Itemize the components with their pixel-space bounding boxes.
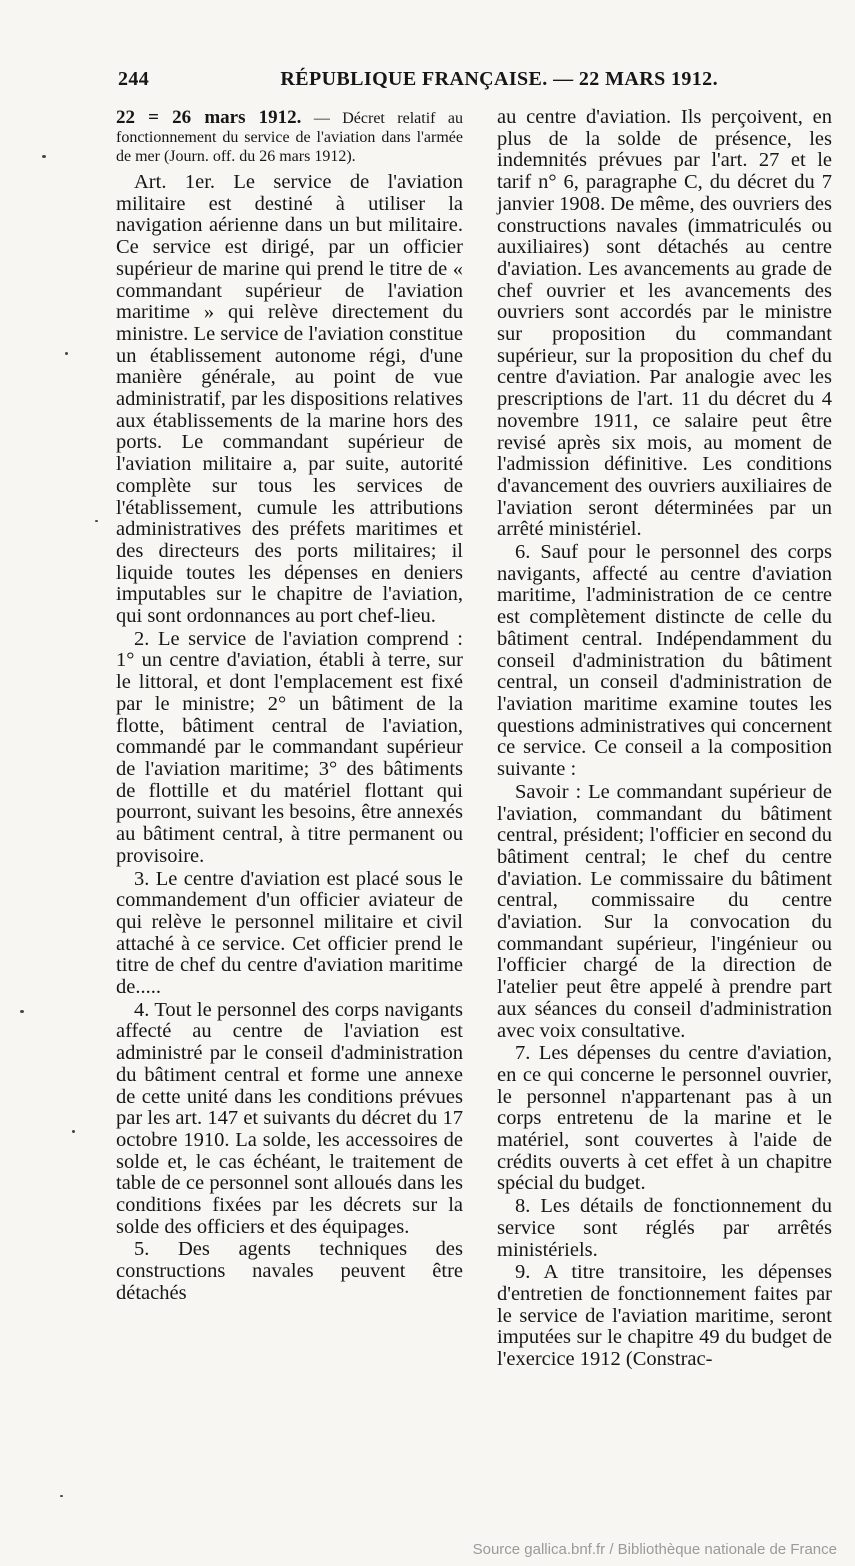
scan-speck (65, 352, 68, 355)
page-header (118, 68, 718, 91)
decree-date: 22 = 26 mars 1912. (116, 107, 302, 128)
decree-title: — Décret relatif au fonctionnement du service de l'aviation dans l'armée de mer (Journ. off. du 26 mars 1912). (116, 110, 463, 165)
article-6-composition: Savoir : Le commandant supérieur de l'aviation, commandant du bâtiment central, président; l'officier en second du bâtiment central; le chef du centre d'aviation. Le commissaire du bâtiment central, commissaire du centre d'aviation. Sur la convocation du commandant supérieur, l'ingénieur ou l'officier chargé de la direction de l'atelier peut être appelé à prendre part aux séances du conseil d'administration avec voix consultative. (497, 780, 832, 1042)
article-4: 4. Tout le personnel des corps navigants affecté au centre de l'aviation est administré par le conseil d'administration du bâtiment central et forme une annexe de cette unité dans les conditions prévues par les art. 147 et suivants du décret du 17 octobre 1910. La solde, les accessoires de solde et, le cas échéant, le traitement de table de ce personnel sont alloués dans les conditions fixées par les décrets sur la solde des officiers et des équipages. (116, 998, 463, 1238)
article-3: 3. Le centre d'aviation est placé sous le commandement d'un officier aviateur de qui relève le personnel militaire et civil attaché à ce service. Cet officier prend le titre de chef du centre d'aviation maritime de..... (116, 867, 463, 999)
scan-speck (20, 1010, 24, 1013)
article-6: 6. Sauf pour le personnel des corps navigants, affecté au centre d'aviation maritime, l'administration de ce centre est complètement distincte de celle du bâtiment central. Indépendamment du conseil d'administration du bâtiment central, un conseil d'administration de l'aviation maritime examine toutes les questions administratives qui concernent ce service. Ce conseil a la composition suivante : (497, 541, 832, 781)
source-credit: Source gallica.bnf.fr / Bibliothèque nationale de France (472, 1541, 837, 1558)
article-5-cont: au centre d'aviation. Ils perçoivent, en plus de la solde de présence, les indemnités prévues par l'art. 27 et le tarif n° 6, paragraphe C, du décret du 7 janvier 1908. De même, des ouvriers des constructions navales (immatriculés ou auxiliaires) sont détachés au centre d'aviation. Les avancements au grade de chef ouvrier et les avancements des ouvriers sont accordés par le ministre sur proposition du commandant supérieur, sur la proposition du chef du centre d'aviation. Par analogie avec les prescriptions de l'art. 11 du décret du 4 novembre 1911, ce salaire peut être revisé après six mois, au moment de l'admission définitive. Les conditions d'avancement des ouvriers auxiliaires de l'aviation seront déterminées par un arrêté ministériel. (497, 106, 832, 541)
decree-heading (116, 108, 463, 166)
running-title: RÉPUBLIQUE FRANÇAISE. — 22 MARS 1912. (280, 68, 718, 90)
scan-speck (60, 1495, 63, 1497)
article-1: Art. 1er. Le service de l'aviation militaire est destiné à utiliser la navigation aérienne dans un but militaire. Ce service est dirigé, par un officier supérieur de marine qui prend le titre de « commandant supérieur de l'aviation maritime » qui relève directement du ministre. Le service de l'aviation constitue un établissement autonome régi, d'une manière générale, au point de vue administratif, par les dispositions relatives aux établissements de la marine hors des ports. Le commandant supérieur de l'aviation militaire a, par suite, autorité complète sur tous les services de l'établissement, cumule les attributions administratives des préfets maritimes et des directeurs des ports militaires; il liquide toutes les dépenses en deniers imputables sur le chapitre de l'aviation, qui sont ordonnances au port chef-lieu. (116, 171, 463, 628)
page-number: 244 (118, 68, 150, 90)
article-5-start: 5. Des agents techniques des constructions navales peuvent être détachés (116, 1238, 463, 1304)
scan-speck (95, 520, 98, 522)
right-column (497, 107, 832, 1372)
left-column (116, 108, 463, 1306)
scan-speck (42, 155, 46, 158)
scan-speck (72, 1130, 75, 1133)
article-9: 9. A titre transitoire, les dépenses d'entretien de fonctionnement faites par le service de l'aviation maritime, seront imputées sur le chapitre 49 du budget de l'exercice 1912 (Constrac- (497, 1261, 832, 1371)
article-7: 7. Les dépenses du centre d'aviation, en ce qui concerne le personnel ouvrier, le personnel n'appartenant pas à un corps entretenu de la marine et le matériel, sont couvertes à l'aide de crédits ouverts à cet effet à un chapitre spécial du budget. (497, 1042, 832, 1195)
article-2: 2. Le service de l'aviation comprend : 1° un centre d'aviation, établi à terre, sur le littoral, et dont l'emplacement est fixé par le ministre; 2° un bâtiment de la flotte, bâtiment central de l'aviation, commandé par le commandant supérieur de l'aviation maritime; 3° des bâtiments de flottille et du matériel flottant qui pourront, suivant les besoins, être annexés au bâtiment central, à titre permanent ou provisoire. (116, 627, 463, 867)
article-8: 8. Les détails de fonctionnement du service sont réglés par arrêtés ministériels. (497, 1195, 832, 1261)
